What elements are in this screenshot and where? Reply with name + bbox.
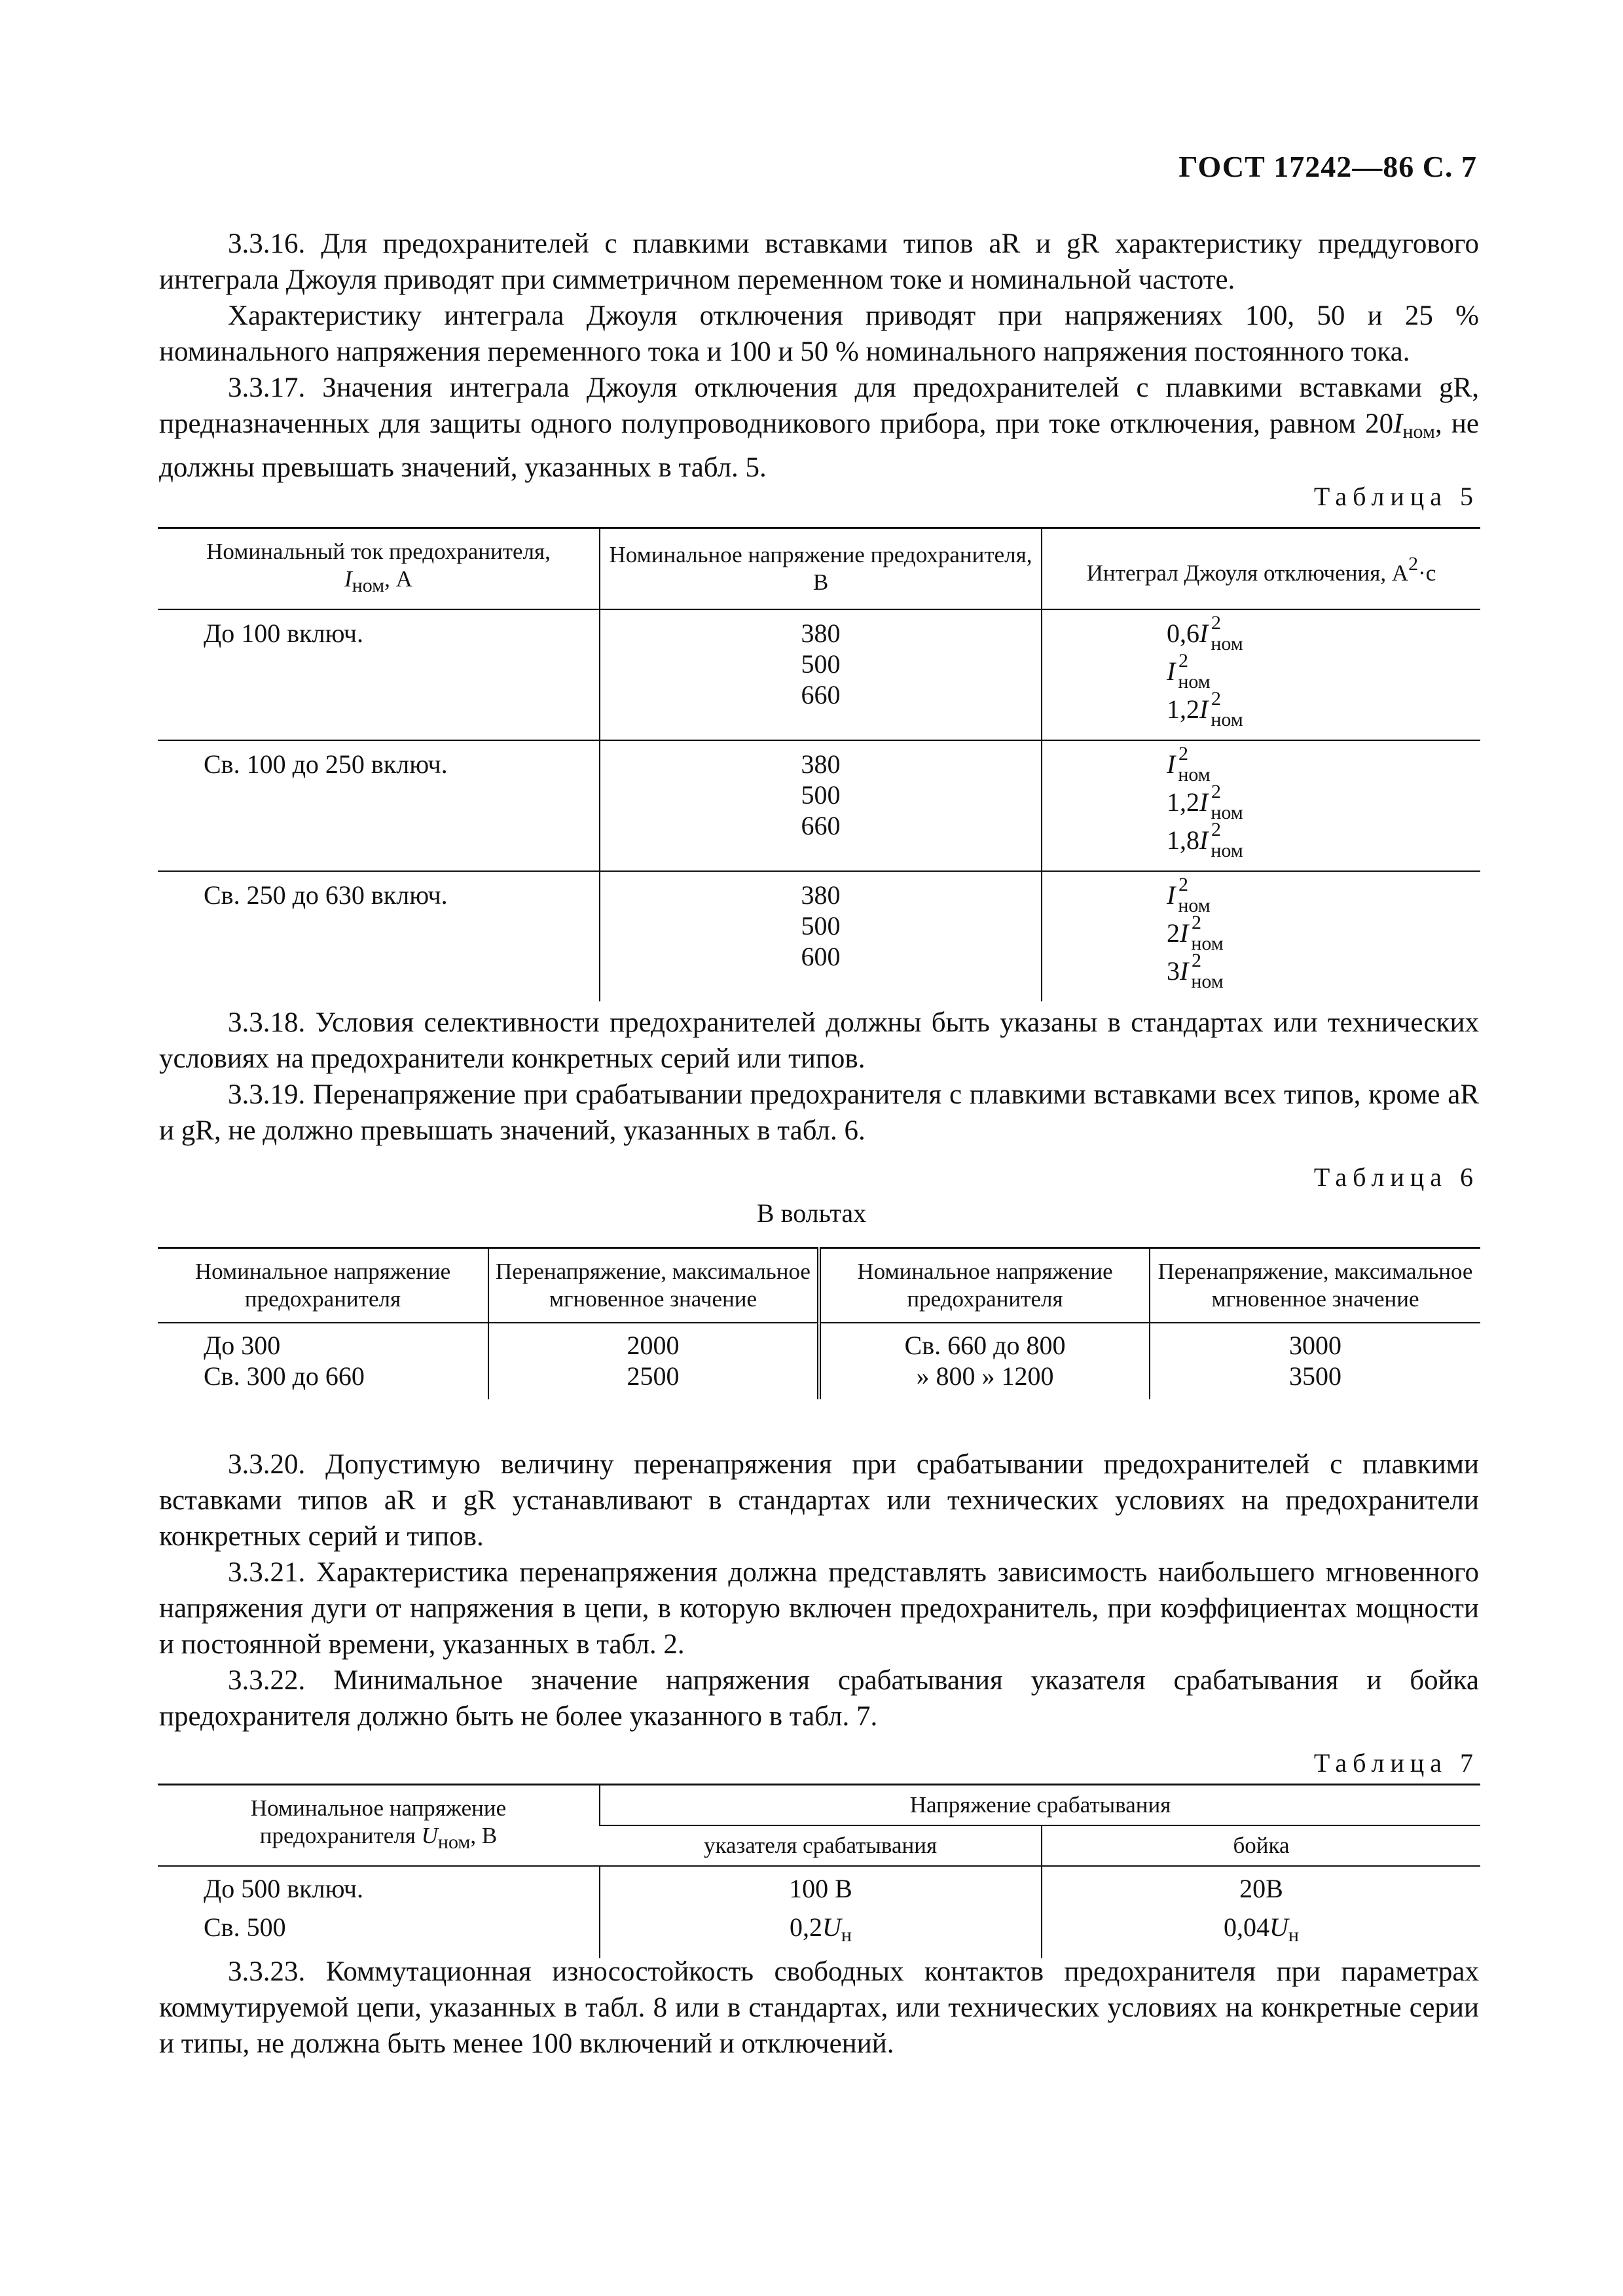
table-6 <box>158 1247 1480 1399</box>
table5-cell-integrals <box>1042 871 1480 1001</box>
table5-header-current: Номинальный ток предохранителя, Iном, А <box>158 528 600 610</box>
table5-cell-integrals <box>1042 609 1480 740</box>
table5-voltage-value: 660 <box>801 680 841 709</box>
table6-header-overvoltage-right: Перенапряжение, максимальное мгновенное значение <box>1150 1248 1480 1323</box>
table-row <box>158 871 1480 1001</box>
table5-cell-current: До 100 включ. <box>158 609 600 740</box>
table7-header-indicator: указателя срабатывания <box>600 1825 1042 1866</box>
table7-header-striker: бойка <box>1042 1825 1480 1866</box>
table5-integral-value: I 2 $_{ном}$ <box>1167 874 1211 916</box>
table-5 <box>158 527 1480 1001</box>
table5-integral-value: 1,2I 2 $_{ном}$ <box>1167 688 1243 730</box>
table-row: Св. 300 до 660 2500 » 800 » 1200 3500 <box>158 1361 1480 1399</box>
table6-caption: Таблица 6 <box>1313 1162 1479 1192</box>
table-row <box>158 740 1480 871</box>
paragraph-3-3-17: 3.3.17. Значения интеграла Джоуля отключения для предохранителей с плавкими вставками gR, предназначенных для защиты одного полупроводникового прибора, при токе отключения, равном $20I_{ном}$, не должны превышать значений, указанных в табл. 5. <box>159 372 1479 483</box>
table5-voltage-value: 500 <box>801 911 841 941</box>
table7-caption: Таблица 7 <box>1313 1748 1479 1778</box>
paragraph-3-3-21: 3.3.21. Характеристика перенапряжения должна представлять зависимость наибольшего мгновенного напряжения дуги от напряжения в цепи, в которую включен предохранитель, при коэффициентах мощности и постоянной времени, указанных в табл. 2. <box>159 1557 1479 1660</box>
table-row <box>158 609 1480 740</box>
table5-voltage-value: 500 <box>801 780 841 810</box>
table5-cell-current: Св. 250 до 630 включ. <box>204 880 448 910</box>
table-row: Св. 500 $0,2U_н$ $0,04U_н$ <box>158 1912 1480 1958</box>
table5-cell-voltages <box>600 740 1042 871</box>
table5-cell-voltages <box>600 871 1042 1001</box>
table6-header-overvoltage-left: Перенапряжение, максимальное мгновенное значение <box>488 1248 819 1323</box>
table5-cell-voltages <box>600 609 1042 740</box>
table7-header-voltage: Номинальное напряжение предохранителя Uном, В <box>158 1785 600 1867</box>
table6-units: В вольтах <box>756 1198 867 1228</box>
table5-header-integral: Интеграл Джоуля отключения, А2·с <box>1042 528 1480 610</box>
paragraph-3-3-16: 3.3.16. Для предохранителей с плавкими вставками типов aR и gR характеристику преддугового интеграла Джоуля приводят при симметричном переменном токе и номинальной частоте. <box>159 228 1479 295</box>
table5-integral-value: 0,6I 2 $_{ном}$ <box>1167 612 1243 655</box>
table7-header-group: Напряжение срабатывания <box>600 1785 1480 1826</box>
table-row: До 500 включ. 100 В 20В <box>158 1866 1480 1912</box>
table6-header-voltage-right: Номинальное напряжение предохранителя <box>819 1248 1150 1323</box>
table-row: До 300 2000 Св. 660 до 800 3000 <box>158 1323 1480 1361</box>
paragraph-3-3-22: 3.3.22. Минимальное значение напряжения срабатывания указателя срабатывания и бойка предохранителя должно быть не более указанного в табл. 7. <box>159 1665 1479 1732</box>
paragraph-3-3-23: 3.3.23. Коммутационная износостойкость свободных контактов предохранителя при параметрах коммутируемой цепи, указанных в табл. 8 или в стандартах, или технических условиях на конкретные серии и типы, не должна быть менее 100 включений и отключений. <box>159 1956 1479 2059</box>
table5-integral-value: I 2 $_{ном}$ <box>1167 650 1211 692</box>
table5-integral-value: 2I 2 $_{ном}$ <box>1167 912 1224 954</box>
table5-header-voltage: Номинальное напряжение предохранителя, В <box>600 528 1042 610</box>
paragraph-3-3-20: 3.3.20. Допустимую величину перенапряжения при срабатывании предохранителей с плавкими вставками типов aR и gR устанавливают в стандартах или технических условиях на предохранители конкретных серий и типов. <box>159 1449 1479 1552</box>
table5-voltage-value: 380 <box>801 619 841 648</box>
table5-voltage-value: 660 <box>801 811 841 840</box>
table5-integral-value: 1,2I 2 $_{ном}$ <box>1167 781 1243 823</box>
table5-cell-current: Св. 100 до 250 включ. <box>158 740 600 871</box>
page-header: ГОСТ 17242—86 С. 7 <box>1178 150 1477 183</box>
paragraph-3-3-16-cont: Характеристику интеграла Джоуля отключения приводят при напряжениях 100, 50 и 25 % номинального напряжения переменного тока и 100 и 50 % номинального напряжения постоянного тока. <box>159 300 1479 367</box>
table6-header-voltage-left: Номинальное напряжение предохранителя <box>158 1248 488 1323</box>
table5-voltage-value: 500 <box>801 649 841 679</box>
table5-integral-value: I 2 $_{ном}$ <box>1167 743 1211 785</box>
table5-voltage-value: 380 <box>801 880 841 910</box>
table5-voltage-value: 600 <box>801 942 841 971</box>
table5-integral-value: 3I 2 $_{ном}$ <box>1167 950 1224 992</box>
table-7 <box>158 1784 1480 1958</box>
paragraph-3-3-18: 3.3.18. Условия селективности предохранителей должны быть указаны в стандартах или технических условиях на предохранители конкретных серий или типов. <box>159 1007 1479 1074</box>
table5-cell-integrals <box>1042 740 1480 871</box>
table5-caption: Таблица 5 <box>1313 482 1479 511</box>
paragraph-3-3-19: 3.3.19. Перенапряжение при срабатывании предохранителя с плавкими вставками всех типов, кроме aR и gR, не должно превышать значений, указанных в табл. 6. <box>159 1079 1479 1146</box>
table5-integral-value: 1,8I 2 $_{ном}$ <box>1167 819 1243 861</box>
table5-voltage-value: 380 <box>801 749 841 779</box>
